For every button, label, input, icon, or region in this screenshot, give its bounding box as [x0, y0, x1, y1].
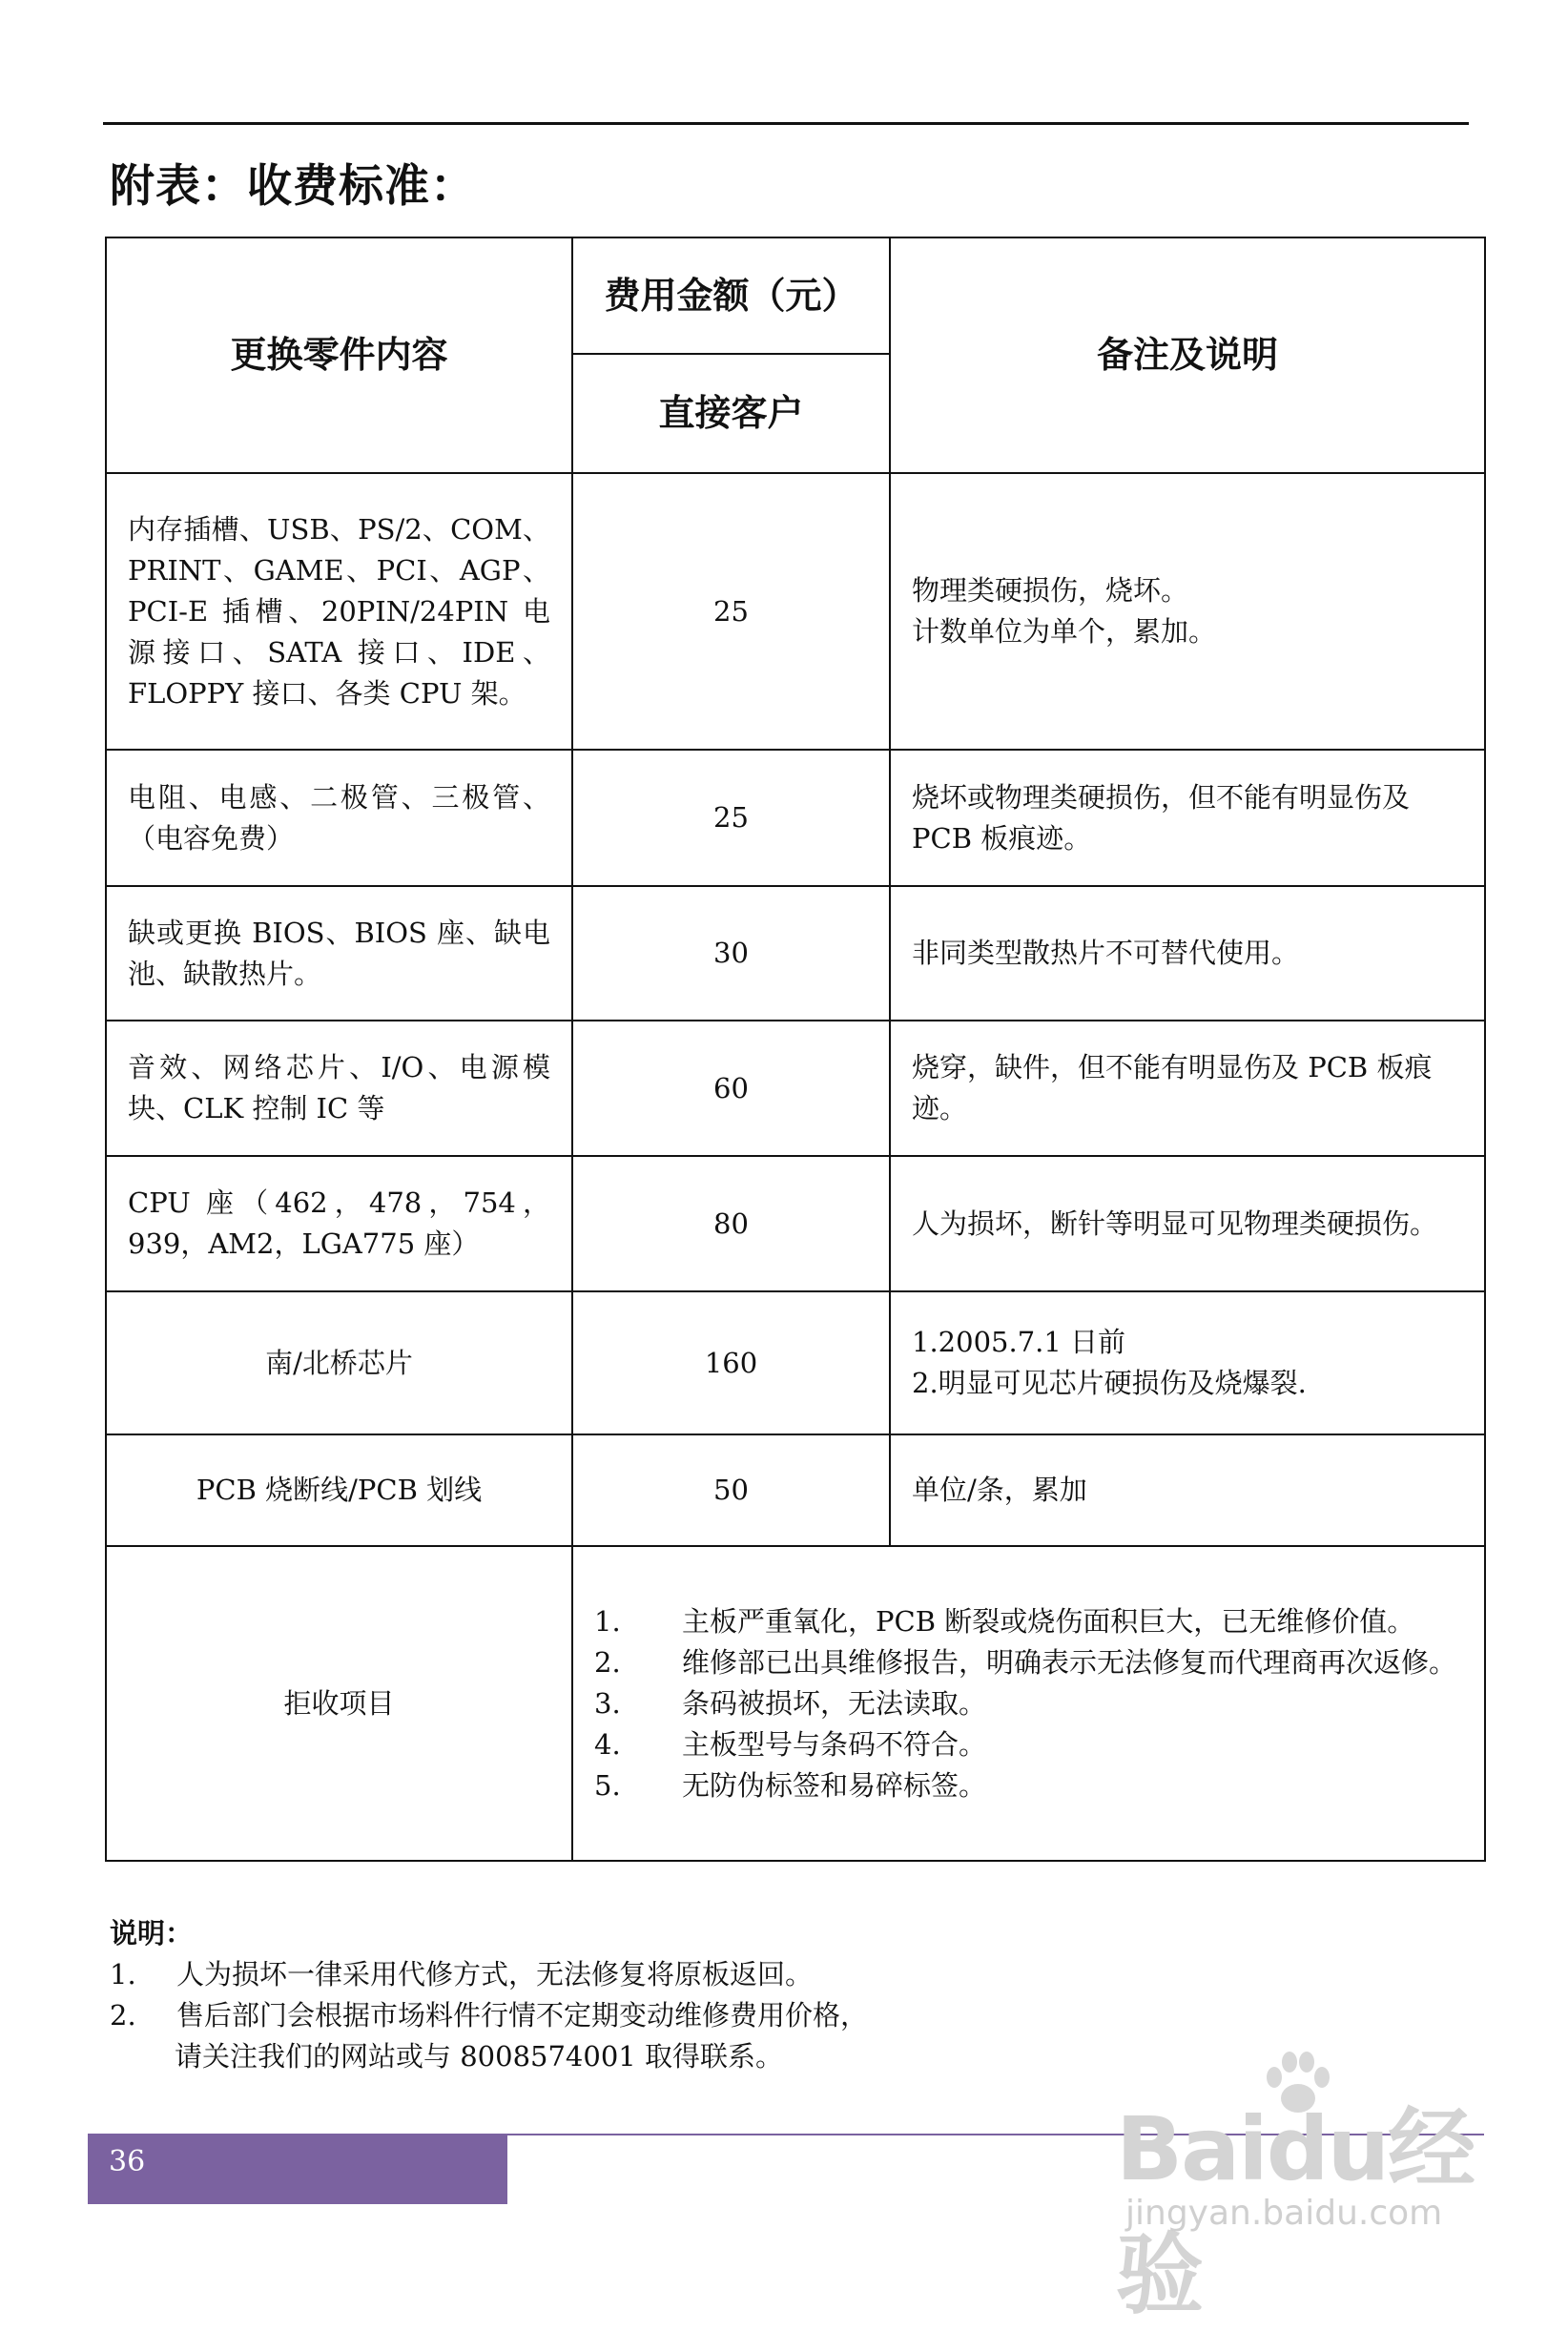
reject-list	[594, 1601, 1463, 1806]
note-item: 2. 售后部门会根据市场料件行情不定期变动维修费用价格， 请关注我们的网站或与 8008574001 取得联系。	[110, 1999, 869, 2073]
reject-label: 拒收项目	[106, 1546, 572, 1861]
row-remark: 物理类硬损伤，烧坏。 计数单位为单个，累加。	[890, 473, 1485, 750]
top-rule	[103, 122, 1469, 125]
table-row-reject	[106, 1546, 1485, 1861]
table-row	[106, 886, 1485, 1021]
row-item: 音效、网络芯片、I/O、电源模块、CLK 控制 IC 等	[106, 1021, 572, 1156]
notes-title: 说明：	[110, 1917, 194, 1949]
row-remark: 烧穿，缺件，但不能有明显伤及 PCB 板痕迹。	[890, 1021, 1485, 1156]
list-item: 1. 主板严重氧化，PCB 断裂或烧伤面积巨大，已无维修价值。	[594, 1604, 1415, 1638]
list-item: 4. 主板型号与条码不符合。	[594, 1727, 987, 1761]
row-item: 内存插槽、USB、PS/2、COM、PRINT、GAME、PCI、AGP、PCI-E 插槽、20PIN/24PIN 电源接口、SATA 接口、IDE、FLOPPY 接口、各类 CPU 架。	[106, 473, 572, 750]
page-title: 附表：收费标准：	[110, 160, 476, 213]
row-fee: 160	[572, 1291, 890, 1434]
row-fee: 50	[572, 1434, 890, 1546]
header-fee: 费用金额（元）	[572, 237, 890, 354]
header-fee-sub: 直接客户	[572, 354, 890, 473]
page-number: 36	[88, 2134, 507, 2204]
list-item: 2. 维修部已出具维修报告，明确表示无法修复而代理商再次返修。	[594, 1645, 1457, 1679]
watermark-url: jingyan.baidu.com	[1125, 2194, 1443, 2233]
row-remark: 1.2005.7.1 日前 2.明显可见芯片硬损伤及烧爆裂.	[890, 1291, 1485, 1434]
row-remark: 非同类型散热片不可替代使用。	[890, 886, 1485, 1021]
row-remark: 单位/条，累加	[890, 1434, 1485, 1546]
list-item: 3. 条码被损坏，无法读取。	[594, 1686, 987, 1720]
row-remark: 人为损坏，断针等明显可见物理类硬损伤。	[890, 1156, 1485, 1291]
header-remark: 备注及说明	[890, 237, 1485, 473]
row-fee: 80	[572, 1156, 890, 1291]
row-fee: 60	[572, 1021, 890, 1156]
reject-list-cell	[572, 1546, 1485, 1861]
table-row	[106, 1291, 1485, 1434]
row-item: 电阻、电感、二极管、三极管、（电容免费）	[106, 750, 572, 886]
row-item: CPU 座（462，478，754，939，AM2，LGA775 座）	[106, 1156, 572, 1291]
notes	[110, 1913, 868, 2077]
list-item: 5. 无防伪标签和易碎标签。	[594, 1768, 987, 1802]
table-row	[106, 1021, 1485, 1156]
note-item: 1. 人为损坏一律采用代修方式，无法修复将原板返回。	[110, 1958, 814, 1991]
row-item: 缺或更换 BIOS、BIOS 座、缺电池、缺散热片。	[106, 886, 572, 1021]
row-item: 南/北桥芯片	[106, 1291, 572, 1434]
watermark-logo: Baidu经验	[1116, 2098, 1475, 2326]
row-fee: 25	[572, 750, 890, 886]
header-item: 更换零件内容	[106, 237, 572, 473]
table-row	[106, 1434, 1485, 1546]
table-row	[106, 750, 1485, 886]
row-remark: 烧坏或物理类硬损伤，但不能有明显伤及 PCB 板痕迹。	[890, 750, 1485, 886]
row-fee: 30	[572, 886, 890, 1021]
fee-table	[105, 237, 1486, 1862]
row-item: PCB 烧断线/PCB 划线	[106, 1434, 572, 1546]
row-fee: 25	[572, 473, 890, 750]
table-row	[106, 1156, 1485, 1291]
watermark	[1116, 2051, 1507, 2326]
table-row	[106, 473, 1485, 750]
